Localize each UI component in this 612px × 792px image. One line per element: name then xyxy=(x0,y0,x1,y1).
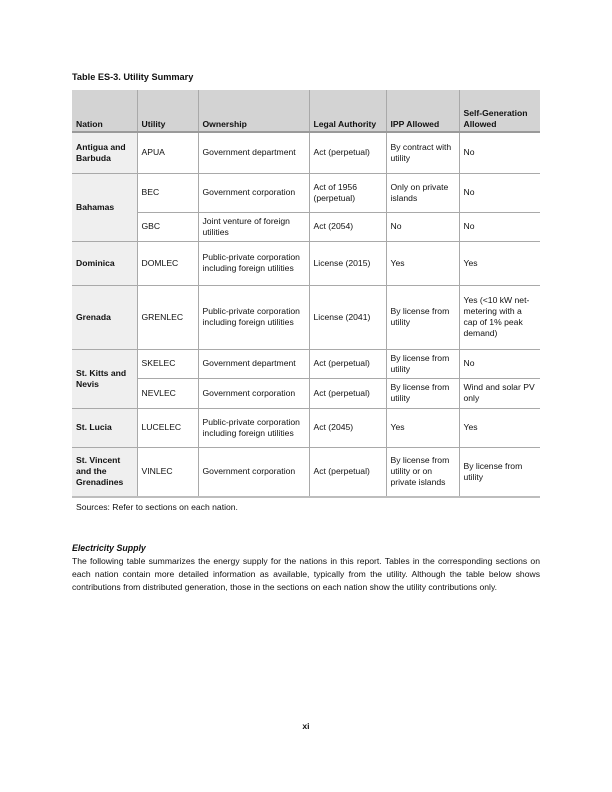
cell-self-generation: No xyxy=(459,173,540,212)
page-number: xi xyxy=(302,721,310,731)
cell-ipp-allowed: Yes xyxy=(386,241,459,285)
cell-self-generation: Yes xyxy=(459,241,540,285)
table-row xyxy=(72,408,540,447)
header-ownership: Ownership xyxy=(198,90,309,132)
cell-ipp-allowed: No xyxy=(386,212,459,241)
cell-utility: DOMLEC xyxy=(137,241,198,285)
cell-utility: NEVLEC xyxy=(137,378,198,408)
header-utility: Utility xyxy=(137,90,198,132)
cell-ownership: Public-private corporation including foreign utilities xyxy=(198,241,309,285)
cell-utility: GRENLEC xyxy=(137,285,198,349)
cell-ipp-allowed: By license from utility xyxy=(386,378,459,408)
cell-utility: LUCELEC xyxy=(137,408,198,447)
cell-legal-authority: Act (perpetual) xyxy=(309,349,386,378)
cell-ownership: Government corporation xyxy=(198,447,309,497)
cell-ownership: Joint venture of foreign utilities xyxy=(198,212,309,241)
cell-utility: APUA xyxy=(137,132,198,173)
header-self-generation: Self-Generation Allowed xyxy=(459,90,540,132)
cell-utility: VINLEC xyxy=(137,447,198,497)
body-paragraph: The following table summarizes the energy supply for the nations in this report. Tables in the corresponding sections on each nation contain more detailed information as available, typically from the utility. Although the table below shows contributions from distributed generation, those in the sections on each nation show the utility contributions only. xyxy=(72,556,540,593)
header-nation: Nation xyxy=(72,90,137,132)
cell-legal-authority: Act (perpetual) xyxy=(309,447,386,497)
table-header-row xyxy=(72,90,540,132)
cell-self-generation: No xyxy=(459,212,540,241)
utility-summary-table xyxy=(72,90,540,498)
cell-nation: Antigua and Barbuda xyxy=(72,132,137,173)
table-row xyxy=(72,285,540,349)
section-heading: Electricity Supply xyxy=(72,543,146,553)
cell-ownership: Public-private corporation including foreign utilities xyxy=(198,285,309,349)
table-row xyxy=(72,212,540,241)
table-row xyxy=(72,173,540,212)
header-legal-authority: Legal Authority xyxy=(309,90,386,132)
cell-utility: BEC xyxy=(137,173,198,212)
cell-legal-authority: Act (2045) xyxy=(309,408,386,447)
cell-ipp-allowed: By license from utility xyxy=(386,349,459,378)
table-row xyxy=(72,241,540,285)
cell-legal-authority: License (2041) xyxy=(309,285,386,349)
cell-nation: St. Vincent and the Grenadines xyxy=(72,447,137,497)
cell-self-generation: Yes xyxy=(459,408,540,447)
cell-ownership: Government corporation xyxy=(198,173,309,212)
cell-ownership: Government department xyxy=(198,349,309,378)
cell-ipp-allowed: Yes xyxy=(386,408,459,447)
cell-legal-authority: Act (perpetual) xyxy=(309,378,386,408)
cell-ipp-allowed: By contract with utility xyxy=(386,132,459,173)
cell-utility: GBC xyxy=(137,212,198,241)
cell-ipp-allowed: By license from utility xyxy=(386,285,459,349)
cell-nation: Bahamas xyxy=(72,173,137,241)
cell-nation: Dominica xyxy=(72,241,137,285)
cell-ownership: Government department xyxy=(198,132,309,173)
cell-self-generation: No xyxy=(459,349,540,378)
cell-legal-authority: License (2015) xyxy=(309,241,386,285)
cell-self-generation: By license from utility xyxy=(459,447,540,497)
cell-ipp-allowed: Only on private islands xyxy=(386,173,459,212)
header-ipp-allowed: IPP Allowed xyxy=(386,90,459,132)
cell-legal-authority: Act (2054) xyxy=(309,212,386,241)
cell-nation: St. Lucia xyxy=(72,408,137,447)
cell-ipp-allowed: By license from utility or on private islands xyxy=(386,447,459,497)
cell-utility: SKELEC xyxy=(137,349,198,378)
cell-legal-authority: Act (perpetual) xyxy=(309,132,386,173)
cell-nation: Grenada xyxy=(72,285,137,349)
cell-ownership: Public-private corporation including foreign utilities xyxy=(198,408,309,447)
table-row xyxy=(72,447,540,497)
cell-nation: St. Kitts and Nevis xyxy=(72,349,137,408)
table-row xyxy=(72,378,540,408)
cell-legal-authority: Act of 1956 (perpetual) xyxy=(309,173,386,212)
cell-ownership: Government corporation xyxy=(198,378,309,408)
table-row xyxy=(72,132,540,173)
cell-self-generation: Yes (<10 kW net-metering with a cap of 1% peak demand) xyxy=(459,285,540,349)
cell-self-generation: Wind and solar PV only xyxy=(459,378,540,408)
cell-self-generation: No xyxy=(459,132,540,173)
table-sources-note: Sources: Refer to sections on each nation. xyxy=(76,502,238,512)
table-row xyxy=(72,349,540,378)
table-caption: Table ES-3. Utility Summary xyxy=(72,72,194,82)
